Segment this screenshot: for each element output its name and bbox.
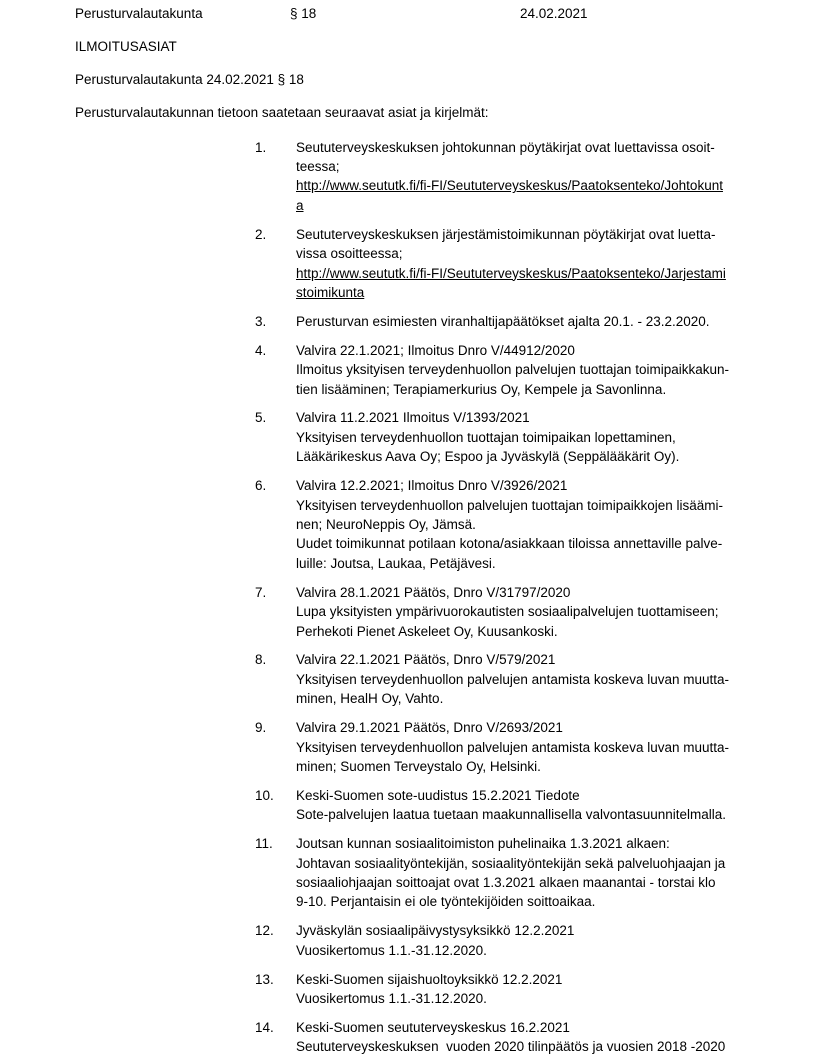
item-link[interactable]: a [296, 197, 304, 213]
item-text-line: Vuosikertomus 1.1.-31.12.2020. [296, 942, 487, 958]
subtitle: Perusturvalautakunta 24.02.2021 § 18 [75, 71, 304, 87]
list-item [75, 1018, 796, 1057]
item-link[interactable]: http://www.seututk.fi/fi-FI/Seututerveyskeskus/Paatoksenteko/Jarjestami [296, 265, 726, 281]
item-text-line: Joutsan kunnan sosiaalitoimiston puhelinaika 1.3.2021 alkaen: [296, 836, 670, 852]
item-number: 13. [255, 971, 274, 987]
list-item [75, 786, 796, 825]
item-number: 12. [255, 923, 274, 939]
item-text-line: Vuosikertomus 1.1.-31.12.2020. [296, 991, 487, 1007]
item-lines [296, 1018, 796, 1057]
item-link[interactable]: http://www.seututk.fi/fi-FI/Seututerveyskeskus/Paatoksenteko/Johtokunt [296, 178, 723, 194]
item-text-line: Seututerveyskeskuksen johtokunnan pöytäkirjat ovat luettavissa osoit- [296, 139, 715, 155]
document-header [75, 4, 796, 23]
item-lines [296, 476, 796, 573]
item-text-line: minen, HealH Oy, Vahto. [296, 691, 444, 707]
item-text-line: Yksityisen terveydenhuollon palvelujen antamista koskeva luvan muutta- [296, 739, 729, 755]
item-text-line: Perusturvan esimiesten viranhaltijapäätökset ajalta 20.1. - 23.2.2020. [296, 313, 710, 329]
list-item [75, 341, 796, 399]
header-date: 24.02.2021 [520, 6, 588, 21]
list-item [75, 138, 796, 216]
item-number: 7. [255, 584, 267, 600]
item-number: 8. [255, 652, 267, 668]
item-text-line: 9-10. Perjantaisin ei ole työntekijöiden soittoaikaa. [296, 894, 596, 910]
item-text-line: Jyväskylän sosiaalipäivystysyksikkö 12.2.2021 [296, 923, 575, 939]
list-item [75, 583, 796, 641]
item-text-line: Seututerveyskeskuksen vuoden 2020 tilinpäätös ja vuosien 2018 -2020 [296, 1039, 726, 1055]
item-text-line: vissa osoitteessa; [296, 246, 403, 262]
item-number: 14. [255, 1019, 274, 1035]
item-text-line: teessa; [296, 159, 340, 175]
announcement-list [75, 138, 796, 1057]
item-text-line: Yksityisen terveydenhuollon palvelujen tuottajan toimipaikkojen lisäämi- [296, 497, 723, 513]
list-item [75, 970, 796, 1009]
item-number: 5. [255, 410, 267, 426]
item-text-line: Valvira 11.2.2021 Ilmoitus V/1393/2021 [296, 410, 530, 426]
item-number: 9. [255, 720, 267, 736]
item-text-line: nen; NeuroNeppis Oy, Jämsä. [296, 517, 476, 533]
list-item [75, 718, 796, 776]
list-item [75, 476, 796, 573]
list-item [75, 921, 796, 960]
item-number: 4. [255, 342, 267, 358]
item-text-line: Perhekoti Pienet Askeleet Oy, Kuusankoski. [296, 623, 558, 639]
item-number: 11. [255, 836, 273, 852]
item-number: 2. [255, 226, 267, 242]
intro-text: Perusturvalautakunnan tietoon saatetaan seuraavat asiat ja kirjelmät: [75, 104, 489, 120]
item-text-line: minen; Suomen Terveystalo Oy, Helsinki. [296, 758, 541, 774]
item-text-line: Lupa yksityisten ympärivuorokautisten sosiaalipalvelujen tuottamiseen; [296, 604, 719, 620]
item-text-line: Valvira 12.2.2021; Ilmoitus Dnro V/3926/2021 [296, 478, 568, 494]
list-item [75, 834, 796, 912]
item-lines [296, 341, 796, 399]
item-lines [296, 650, 796, 708]
page-title: ILMOITUSASIAT [75, 38, 177, 54]
item-text-line: Valvira 29.1.2021 Päätös, Dnro V/2693/2021 [296, 720, 563, 736]
item-number: 3. [255, 313, 267, 329]
item-text-line: Ilmoitus yksityisen terveydenhuollon palvelujen tuottajan toimipaikkakun- [296, 362, 729, 378]
item-lines [296, 921, 796, 960]
item-text-line: luille: Joutsa, Laukaa, Petäjävesi. [296, 555, 496, 571]
item-lines [296, 583, 796, 641]
item-text-line: Keski-Suomen seututerveyskeskus 16.2.2021 [296, 1019, 570, 1035]
list-item [75, 312, 796, 331]
item-lines [296, 834, 796, 912]
item-text-line: sosiaaliohjaajan soittoajat ovat 1.3.2021 alkaen maanantai - torstai klo [296, 875, 716, 891]
item-link[interactable]: stoimikunta [296, 284, 365, 300]
item-lines [296, 138, 796, 216]
header-section-number: § 18 [290, 6, 317, 21]
item-text-line: tien lisääminen; Terapiamerkurius Oy, Kempele ja Savonlinna. [296, 381, 667, 397]
item-text-line: Sote-palvelujen laatua tuetaan maakunnallisella valvontasuunnitelmalla. [296, 807, 727, 823]
header-committee: Perusturvalautakunta [75, 6, 203, 21]
item-text-line: Keski-Suomen sote-uudistus 15.2.2021 Tiedote [296, 787, 580, 803]
item-number: 1. [255, 139, 267, 155]
item-number: 6. [255, 478, 267, 494]
list-item [75, 650, 796, 708]
item-text-line: Lääkärikeskus Aava Oy; Espoo ja Jyväskylä (Seppälääkärit Oy). [296, 449, 680, 465]
item-text-line: Valvira 28.1.2021 Päätös, Dnro V/31797/2020 [296, 584, 571, 600]
item-text-line: Uudet toimikunnat potilaan kotona/asiakkaan tiloissa annettaville palve- [296, 536, 723, 552]
item-lines [296, 408, 796, 466]
item-text-line: Yksityisen terveydenhuollon palvelujen antamista koskeva luvan muutta- [296, 671, 729, 687]
item-lines [296, 786, 796, 825]
item-text-line: Yksityisen terveydenhuollon tuottajan toimipaikan lopettaminen, [296, 429, 676, 445]
item-text-line: Keski-Suomen sijaishuoltoyksikkö 12.2.2021 [296, 971, 563, 987]
item-lines [296, 970, 796, 1009]
item-text-line: Johtavan sosiaalityöntekijän, sosiaalityöntekijän sekä palveluohjaajan ja [296, 855, 726, 871]
item-text-line: Valvira 22.1.2021; Ilmoitus Dnro V/44912/2020 [296, 342, 575, 358]
item-lines [296, 225, 796, 303]
item-text-line: Seututerveyskeskuksen järjestämistoimikunnan pöytäkirjat ovat luetta- [296, 226, 716, 242]
list-item [75, 225, 796, 303]
list-item [75, 408, 796, 466]
item-text-line: Valvira 22.1.2021 Päätös, Dnro V/579/2021 [296, 652, 556, 668]
item-lines [296, 312, 796, 331]
item-lines [296, 718, 796, 776]
item-number: 10. [255, 787, 274, 803]
